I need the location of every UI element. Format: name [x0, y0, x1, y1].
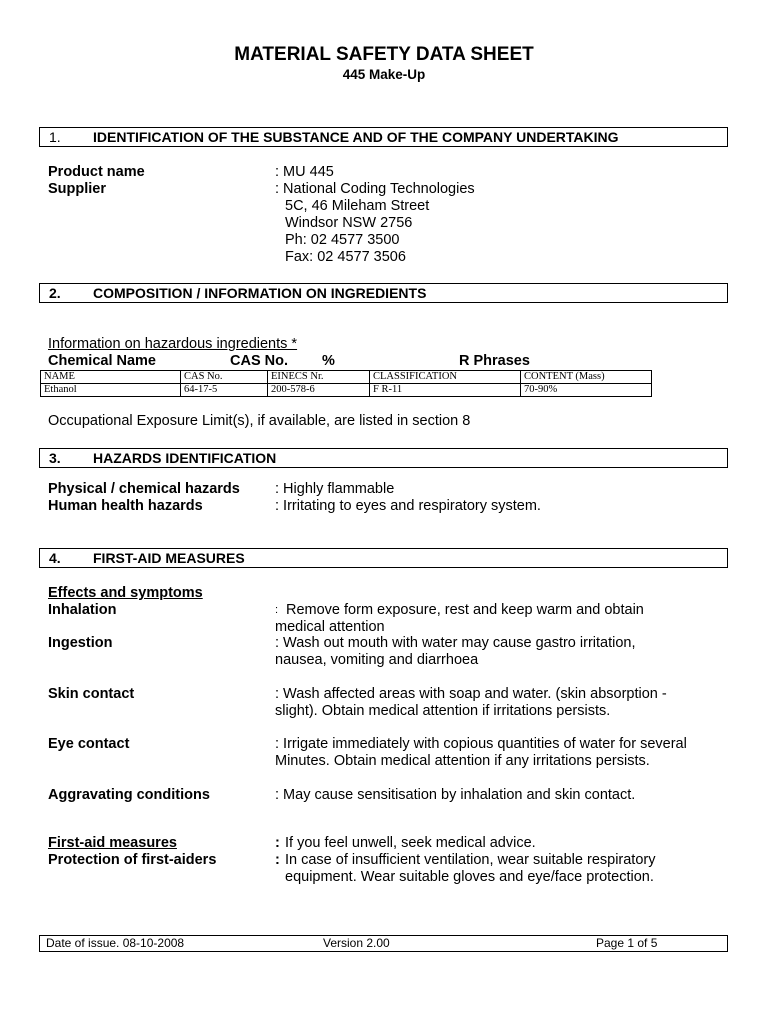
- document-subtitle: 445 Make-Up: [342, 67, 426, 82]
- supplier-line: Ph: 02 4577 3500: [285, 232, 400, 248]
- health-hazards-label: Human health hazards: [48, 498, 203, 514]
- ingestion-label: Ingestion: [48, 635, 113, 651]
- inhalation-value: Remove form exposure, rest and keep warm and obtain: [286, 602, 644, 618]
- section-number: 3.: [49, 450, 61, 466]
- ingestion-value: nausea, vomiting and diarrhoea: [275, 652, 479, 668]
- section-number: 2.: [49, 285, 61, 301]
- product-name-label: Product name: [48, 164, 145, 180]
- page-number: Page 1 of 5: [596, 936, 658, 950]
- first-aid-measures-value: If you feel unwell, seek medical advice.: [285, 835, 536, 851]
- product-name-value: : MU 445: [275, 164, 334, 180]
- table-header-cell: CAS No.: [181, 371, 268, 384]
- cas-header: CAS No.: [230, 353, 288, 369]
- first-aid-measures-label: First-aid measures: [48, 835, 177, 851]
- section-number: 1.: [49, 129, 61, 145]
- ingredients-table: [40, 370, 652, 397]
- eye-contact-value: Minutes. Obtain medical attention if any irritations persists.: [275, 753, 650, 769]
- table-cell: 64-17-5: [181, 384, 268, 397]
- section-2-header: [39, 283, 728, 303]
- effects-symptoms-heading: Effects and symptoms: [48, 585, 203, 601]
- aggravating-label: Aggravating conditions: [48, 787, 210, 803]
- inhalation-colon: :: [275, 604, 279, 616]
- section-title: HAZARDS IDENTIFICATION: [93, 450, 277, 466]
- supplier-line: 5C, 46 Mileham Street: [285, 198, 430, 214]
- document-title: MATERIAL SAFETY DATA SHEET: [234, 44, 534, 65]
- table-cell: 70-90%: [521, 384, 652, 397]
- r-phrases-header: R Phrases: [459, 353, 530, 369]
- supplier-line: : National Coding Technologies: [275, 181, 475, 197]
- chemical-name-header: Chemical Name: [48, 353, 156, 369]
- table-header-cell: CONTENT (Mass): [521, 371, 652, 384]
- inhalation-label: Inhalation: [48, 602, 117, 618]
- section-title: FIRST-AID MEASURES: [93, 550, 245, 566]
- eye-contact-value: : Irrigate immediately with copious quantities of water for several: [275, 736, 687, 752]
- protection-value: equipment. Wear suitable gloves and eye/face protection.: [285, 869, 654, 885]
- eye-contact-label: Eye contact: [48, 736, 130, 752]
- date-of-issue: Date of issue. 08-10-2008: [46, 936, 185, 950]
- skin-contact-label: Skin contact: [48, 686, 135, 702]
- supplier-line: Windsor NSW 2756: [285, 215, 413, 231]
- skin-contact-value: slight). Obtain medical attention if irritations persists.: [275, 703, 611, 719]
- aggravating-value: : May cause sensitisation by inhalation and skin contact.: [275, 787, 636, 803]
- first-aid-measures-colon: :: [275, 835, 280, 851]
- supplier-line: Fax: 02 4577 3506: [285, 249, 406, 265]
- table-row: [41, 384, 652, 397]
- table-cell: F R-11: [370, 384, 521, 397]
- supplier-label: Supplier: [48, 181, 107, 197]
- table-header-cell: EINECS Nr.: [268, 371, 370, 384]
- hazardous-ingredients-heading: Information on hazardous ingredients *: [48, 336, 298, 352]
- oel-note: Occupational Exposure Limit(s), if available, are listed in section 8: [48, 413, 471, 429]
- protection-value: In case of insufficient ventilation, wear suitable respiratory: [285, 852, 656, 868]
- physical-hazards-label: Physical / chemical hazards: [48, 481, 240, 497]
- table-header-row: [41, 371, 652, 384]
- health-hazards-value: : Irritating to eyes and respiratory system.: [275, 498, 541, 514]
- percent-header: %: [322, 353, 335, 369]
- physical-hazards-value: : Highly flammable: [275, 481, 395, 497]
- table-header-cell: CLASSIFICATION: [370, 371, 521, 384]
- table-cell: 200-578-6: [268, 384, 370, 397]
- version-label: Version 2.00: [323, 936, 390, 950]
- page-footer: [39, 935, 728, 952]
- inhalation-value: medical attention: [275, 619, 385, 635]
- section-title: COMPOSITION / INFORMATION ON INGREDIENTS: [93, 285, 427, 301]
- table-cell: Ethanol: [41, 384, 181, 397]
- section-title: IDENTIFICATION OF THE SUBSTANCE AND OF THE COMPANY UNDERTAKING: [93, 129, 619, 145]
- protection-label: Protection of first-aiders: [48, 852, 217, 868]
- protection-colon: :: [275, 852, 280, 868]
- section-4-header: [39, 548, 728, 568]
- skin-contact-value: : Wash affected areas with soap and water. (skin absorption -: [275, 686, 667, 702]
- section-number: 4.: [49, 550, 61, 566]
- section-1-header: [39, 127, 728, 147]
- ingestion-value: : Wash out mouth with water may cause gastro irritation,: [275, 635, 636, 651]
- table-header-cell: NAME: [41, 371, 181, 384]
- section-3-header: [39, 448, 728, 468]
